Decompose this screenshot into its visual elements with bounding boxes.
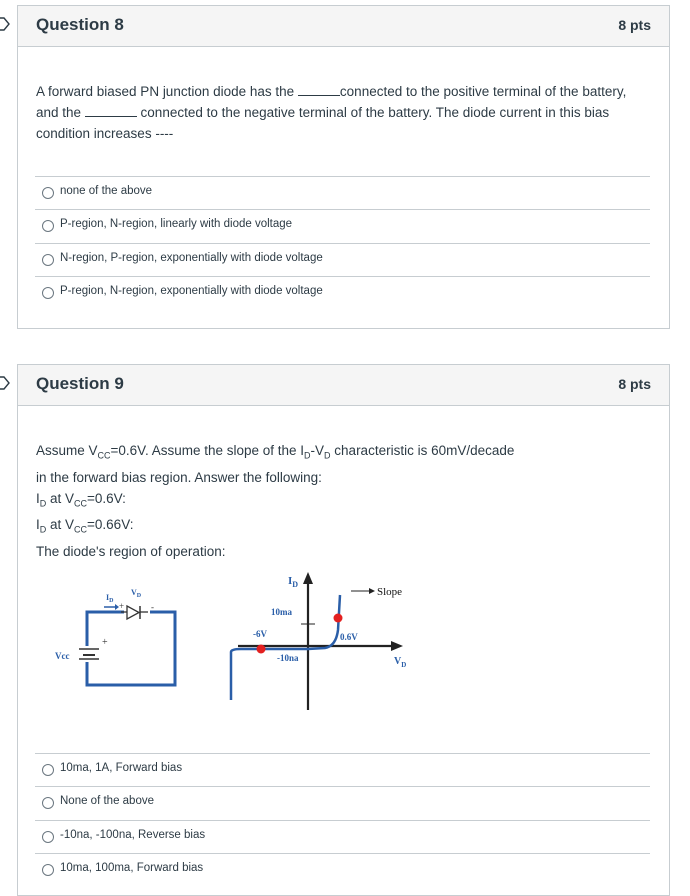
answer-label: 10ma, 1A, Forward bias	[60, 762, 183, 774]
answer-option[interactable]	[35, 753, 650, 787]
radio-button[interactable]	[42, 831, 54, 843]
answer-option[interactable]	[35, 786, 650, 820]
svg-text:Vcc: Vcc	[55, 651, 70, 661]
diode-circuit-figure	[43, 570, 423, 720]
svg-text:+: +	[102, 637, 108, 648]
answer-option[interactable]	[35, 243, 650, 277]
question-8-header	[18, 6, 669, 47]
question-9-header	[18, 365, 669, 406]
answer-label: P-region, N-region, linearly with diode voltage	[60, 218, 293, 230]
radio-button[interactable]	[42, 254, 54, 266]
radio-button[interactable]	[42, 797, 54, 809]
radio-button[interactable]	[42, 220, 54, 232]
svg-text:0.6V: 0.6V	[340, 632, 358, 642]
svg-text:Slope: Slope	[377, 586, 403, 598]
answer-label: None of the above	[60, 795, 154, 807]
svg-text:-6V: -6V	[253, 629, 267, 639]
question-8-card	[17, 5, 670, 329]
answer-option[interactable]	[35, 209, 650, 243]
answer-label: none of the above	[60, 185, 153, 197]
question-9-text: Assume $V_{CC}=0.6V$. Assume the slope of the $I_D-V_D$ characteristic is 60mV/decade in the forward bias region. Answer the following: $I_D$ at $V_{CC}=0.6V$: $I_D$ at $V_{CC}=0.66V$: The diode's region of operation:	[36, 443, 515, 560]
radio-button[interactable]	[42, 764, 54, 776]
svg-text:-: -	[151, 602, 154, 612]
svg-text:ID: $I_D$	[106, 593, 114, 604]
svg-text:VD: $V_D$	[131, 588, 142, 599]
answer-option[interactable]	[35, 820, 650, 854]
answer-label: -10na, -100na, Reverse bias	[60, 829, 206, 841]
answer-label: P-region, N-region, exponentially with diode voltage	[60, 285, 323, 297]
radio-button[interactable]	[42, 287, 54, 299]
question-9-card	[17, 364, 670, 896]
answer-label: N-region, P-region, exponentially with diode voltage	[60, 252, 323, 264]
question-title: Question 8	[36, 15, 124, 34]
question-flag-icon[interactable]	[0, 376, 12, 390]
question-flag-icon[interactable]	[0, 17, 12, 31]
answer-option[interactable]	[35, 853, 650, 887]
circuit-diagram	[55, 588, 175, 685]
svg-text:10ma: 10ma	[271, 607, 292, 617]
answer-label: 10ma, 100ma, Forward bias	[60, 862, 204, 874]
svg-text:-10na: -10na	[277, 653, 299, 663]
question-title: Question 9	[36, 374, 124, 393]
svg-text:ID: $I_D$	[288, 575, 299, 589]
answer-option[interactable]	[35, 276, 650, 310]
radio-button[interactable]	[42, 864, 54, 876]
answer-option[interactable]	[35, 176, 650, 210]
svg-text:VD: $V_D$	[394, 656, 407, 669]
question-8-text: A forward biased PN junction diode has the connected to the positive terminal of the battery, and the connected to the negative terminal of the battery. The diode current in this bias condition increases ----	[36, 84, 627, 141]
question-points: 8 pts	[618, 376, 651, 392]
question-points: 8 pts	[618, 17, 651, 33]
radio-button[interactable]	[42, 187, 54, 199]
iv-characteristic-graph	[231, 572, 406, 710]
svg-text:+: +	[119, 601, 125, 611]
answer-blank	[298, 83, 340, 96]
answer-blank	[85, 104, 137, 117]
